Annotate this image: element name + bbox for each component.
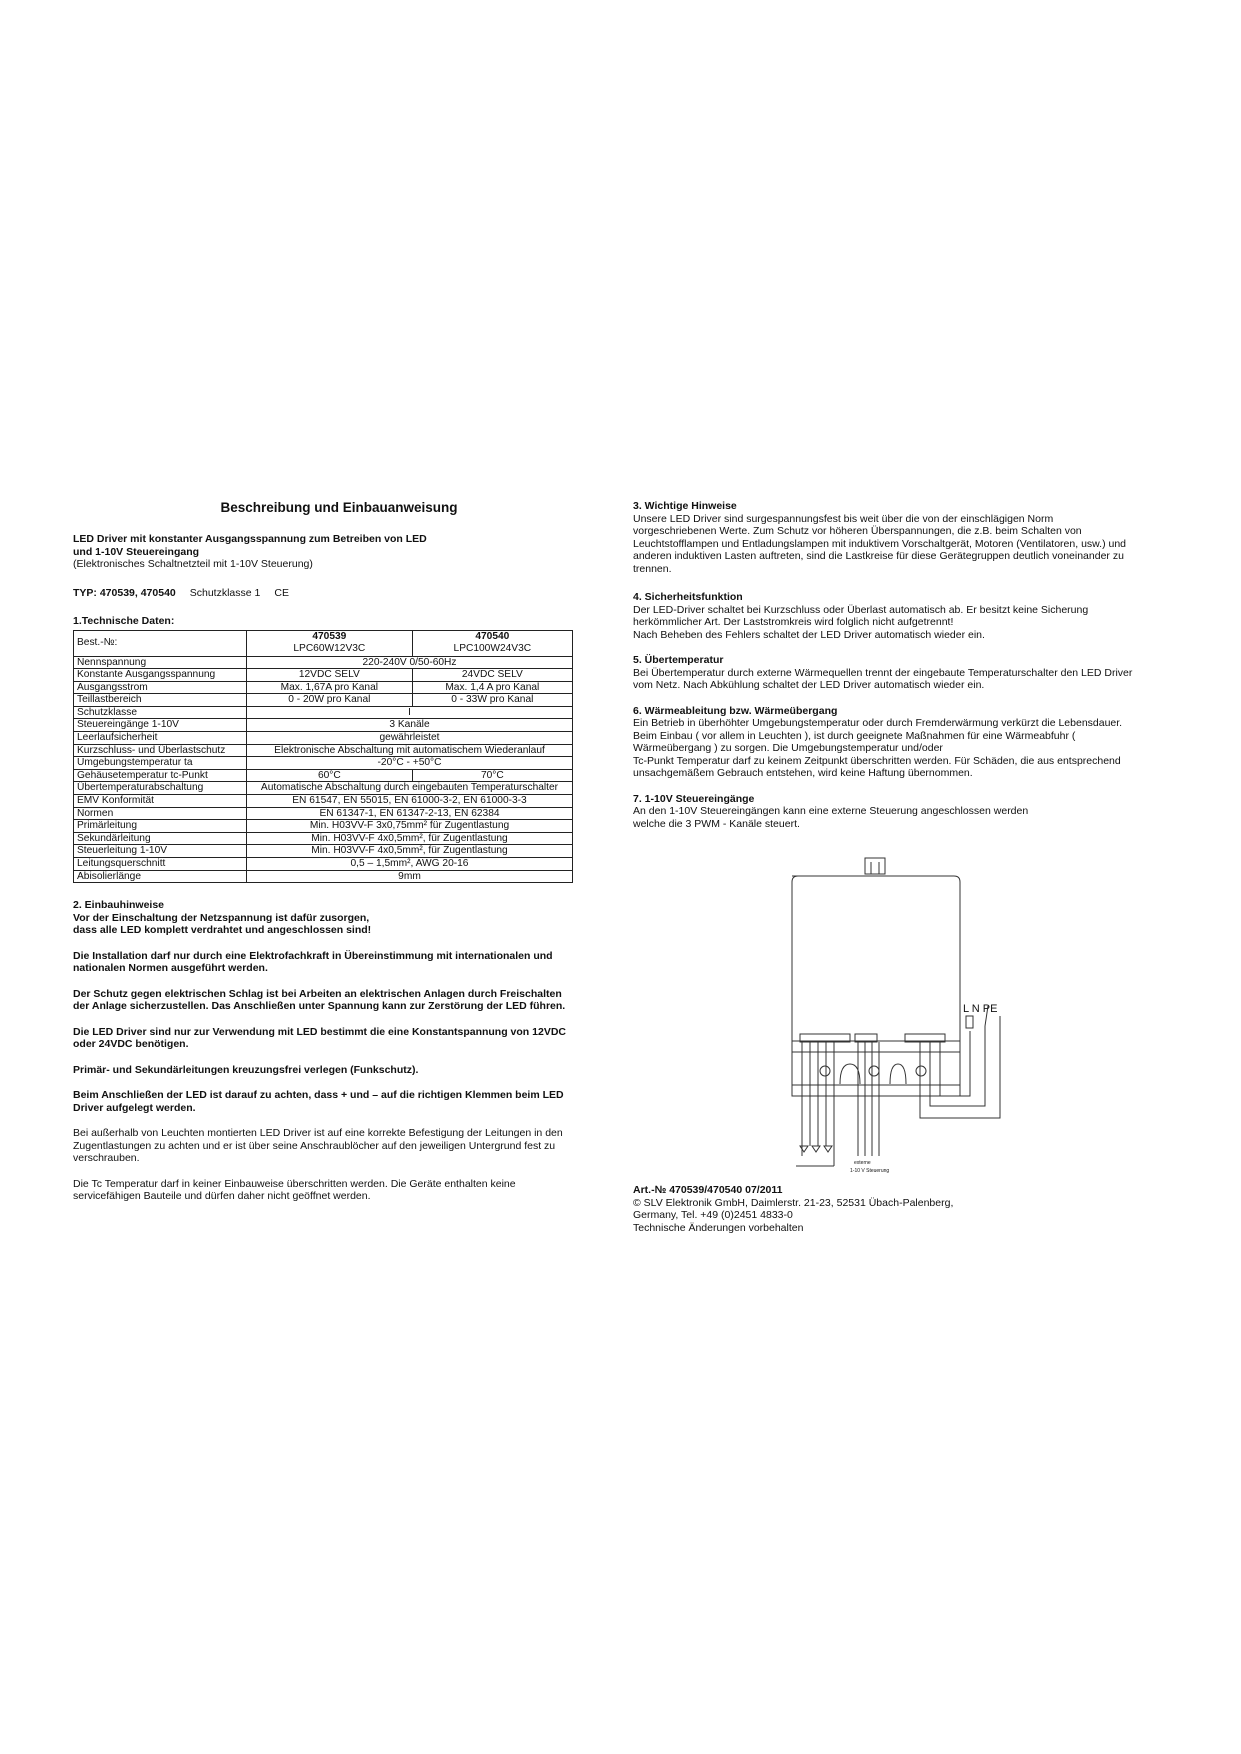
- row-value: Max. 1,4 A pro Kanal: [412, 681, 572, 694]
- row-value: I: [247, 706, 573, 719]
- type-numbers: TYP: 470539, 470540: [73, 586, 176, 599]
- einbau-text: Primär- und Sekundärleitungen kreuzungsfrei verlegen (Funkschutz).: [73, 1063, 419, 1076]
- einbau-text: Die LED Driver sind nur zur Verwendung mit LED bestimmt die eine Konstantspannung von 12VDC: [73, 1025, 566, 1038]
- col1-model: LPC60W12V3C: [293, 643, 366, 654]
- led-symbol: [824, 1146, 832, 1152]
- table-row: [74, 706, 573, 719]
- hinweise-text: trennen.: [633, 562, 672, 575]
- row-value: 3 Kanäle: [247, 719, 573, 732]
- row-label: Kurzschluss- und Überlastschutz: [74, 744, 247, 757]
- row-label: Sekundärleitung: [74, 832, 247, 845]
- intro-line: LED Driver mit konstanter Ausgangsspannung zum Betreiben von LED: [73, 533, 427, 545]
- row-value: 220-240V 0/50-60Hz: [247, 656, 573, 669]
- section-heading-sicherheit: 4. Sicherheitsfunktion: [633, 591, 743, 603]
- hinweise-text: vorgeschriebenen Werte. Zum Schutz vor höheren Überspannungen, die z.B. beim Schalten von: [633, 525, 1082, 537]
- copyright-line: Germany, Tel. +49 (0)2451 4833-0: [633, 1209, 793, 1221]
- row-value: 24VDC SELV: [412, 669, 572, 682]
- row-value: EN 61347-1, EN 61347-2-13, EN 62384: [247, 807, 573, 820]
- document-title: Beschreibung und Einbauanweisung: [220, 500, 458, 515]
- uebertemperatur-text: vom Netz. Nach Abkühlung schaltet der LED Driver automatisch wieder ein.: [633, 679, 985, 691]
- row-value: Automatische Abschaltung durch eingebauten Temperaturschalter: [247, 782, 573, 795]
- row-value: 12VDC SELV: [247, 669, 413, 682]
- table-row: [74, 845, 573, 858]
- table-row: [74, 769, 573, 782]
- section-heading-steuereingaenge: 7. 1-10V Steuereingänge: [633, 792, 755, 805]
- einbau-note: Zugentlastungen zu achten und er ist über seine Anschraublöcher auf den jeweiligen Untergrund fest zu: [73, 1139, 556, 1152]
- row-label: Teillastbereich: [74, 694, 247, 707]
- intro-line: und 1-10V Steuereingang: [73, 545, 200, 558]
- hinweise-text: Leuchtstofflampen und Entladungslampen mit induktivem Vorschaltgerät, Motoren (Ventilatoren, usw.) und: [633, 537, 1127, 550]
- row-label: Konstante Ausgangsspannung: [74, 669, 247, 682]
- mount-hole: [916, 1066, 926, 1076]
- table-head-col2: [412, 630, 572, 656]
- row-label: Übertemperaturabschaltung: [74, 782, 247, 795]
- copyright-line: Technische Änderungen vorbehalten: [633, 1221, 804, 1234]
- einbau-text: Die Installation darf nur durch eine Elektrofachkraft in Übereinstimmung mit internationalen und: [73, 949, 553, 962]
- section-heading-waerme: 6. Wärmeableitung bzw. Wärmeübergang: [633, 704, 838, 717]
- section-heading-hinweise: 3. Wichtige Hinweise: [633, 500, 737, 512]
- control-label: 1-10 V Steuerung: [850, 1168, 890, 1174]
- hinweise-text: anderen induktiven Lasten auftreten, sind die Lastkreise für diese Gerätegruppen deutlich voneinander zu: [633, 550, 1124, 562]
- row-value: Min. H03VV-F 4x0,5mm², für Zugentlastung: [247, 845, 573, 858]
- row-value: Min. H03VV-F 3x0,75mm² für Zugentlastung: [247, 820, 573, 833]
- einbau-text: oder 24VDC benötigen.: [73, 1038, 189, 1051]
- table-row: [74, 694, 573, 707]
- mains-label: L N PE: [963, 1003, 998, 1015]
- einbau-text: nationalen Normen ausgeführt werden.: [73, 962, 268, 975]
- row-label: Leerlaufsicherheit: [74, 732, 247, 745]
- table-row: [74, 820, 573, 833]
- row-label: Umgebungstemperatur ta: [74, 757, 247, 770]
- einbau-note: servicefähigen Bauteile und dürfen daher nicht geöffnet werden.: [73, 1190, 371, 1203]
- table-row: [74, 858, 573, 871]
- section-heading-uebertemperatur: 5. Übertemperatur: [633, 654, 724, 666]
- einbau-text: Der Schutz gegen elektrischen Schlag ist bei Arbeiten an elektrischen Anlagen durch Freischalten: [73, 987, 562, 1000]
- article-number: Art.-№ 470539/470540 07/2011: [633, 1184, 783, 1196]
- einbau-text: der Anlage sicherzustellen. Das Anschließen unter Spannung kann zur Zerstörung der LED führen.: [73, 1000, 566, 1013]
- intro-note: (Elektronisches Schaltnetzteil mit 1-10V Steuerung): [73, 558, 313, 570]
- row-value: Max. 1,67A pro Kanal: [247, 681, 413, 694]
- row-label: Steuereingänge 1-10V: [74, 719, 247, 732]
- table-row: [74, 795, 573, 808]
- ce-mark: CE: [274, 586, 289, 599]
- sicherheit-text: herkömmlicher Art. Der Laststromkreis wird folglich nicht aufgetrennt!: [633, 616, 954, 628]
- waerme-text: Wärmeübergang ) zu sorgen. Die Umgebungstemperatur und/oder: [633, 742, 943, 754]
- table-row: [74, 732, 573, 745]
- table-head-label: Best.-№:: [74, 630, 247, 656]
- einbau-text: Vor der Einschaltung der Netzspannung ist dafür zusorgen,: [73, 911, 370, 924]
- row-value: Min. H03VV-F 4x0,5mm², für Zugentlastung: [247, 832, 573, 845]
- led-symbol: [812, 1146, 820, 1152]
- imprint: [633, 1184, 1168, 1234]
- row-value: 9mm: [247, 870, 573, 883]
- section-heading-tech: 1.Technische Daten:: [73, 615, 175, 627]
- col1-number: 470539: [312, 631, 347, 643]
- uebertemperatur-text: Bei Übertemperatur durch externe Wärmequellen trennt der eingebaute Temperaturschalter den LED Driver: [633, 666, 1133, 679]
- hinweise-text: Unsere LED Driver sind surgespannungsfest bis weit über die von der einschlägigen Norm: [633, 512, 1054, 525]
- table-row: [74, 669, 573, 682]
- row-label: Steuerleitung 1-10V: [74, 845, 247, 858]
- copyright-line: © SLV Elektronik GmbH, Daimlerstr. 21-23, 52531 Übach-Palenberg,: [633, 1196, 954, 1209]
- wiring-diagram: [770, 856, 1026, 1182]
- row-label: Primärleitung: [74, 820, 247, 833]
- waerme-text: unsachgemäßem Gebrauch entstehen, wird keine Haftung übernommen.: [633, 767, 973, 779]
- col2-model: LPC100W24V3C: [453, 643, 532, 654]
- table-row: [74, 744, 573, 757]
- row-value: EN 61547, EN 55015, EN 61000-3-2, EN 61000-3-3: [247, 795, 573, 808]
- row-label: Gehäusetemperatur tc-Punkt: [74, 769, 247, 782]
- terminal-strip: [792, 1041, 960, 1085]
- row-label: Ausgangsstrom: [74, 681, 247, 694]
- control-label: externe: [854, 1160, 871, 1166]
- row-value: 0 - 33W pro Kanal: [412, 694, 572, 707]
- table-row: [74, 870, 573, 883]
- row-label: Normen: [74, 807, 247, 820]
- row-value: Elektronische Abschaltung mit automatischem Wiederanlauf: [247, 744, 573, 757]
- mount-hole: [820, 1066, 830, 1076]
- row-label: Leitungsquerschnitt: [74, 858, 247, 871]
- table-row: [74, 782, 573, 795]
- row-value: 0 - 20W pro Kanal: [247, 694, 413, 707]
- einbau-note: Die Tc Temperatur darf in keiner Einbauweise überschritten werden. Die Geräte enthalten keine: [73, 1177, 516, 1190]
- row-value: 0,5 – 1,5mm², AWG 20-16: [247, 858, 573, 871]
- driver-housing: [792, 876, 960, 1096]
- einbau-note: verschrauben.: [73, 1152, 140, 1165]
- mount-hole: [869, 1066, 879, 1076]
- tech-data-table: [73, 630, 573, 884]
- table-row: [74, 832, 573, 845]
- table-head-row: [74, 630, 573, 656]
- left-column: [73, 500, 605, 1203]
- col2-number: 470540: [475, 631, 510, 643]
- row-label: Schutzklasse: [74, 706, 247, 719]
- sicherheit-text: Der LED-Driver schaltet bei Kurzschluss oder Überlast automatisch ab. Er besitzt keine Sicherung: [633, 603, 1089, 616]
- table-row: [74, 719, 573, 732]
- waerme-text: Ein Betrieb in überhöhter Umgebungstemperatur oder durch Fremderwärmung verkürzt die Lebensdauer.: [633, 717, 1123, 729]
- waerme-text: Tc-Punkt Temperatur darf zu keinem Zeitpunkt überschritten werden. Für Schäden, die aus entsprechend: [633, 754, 1121, 767]
- row-label: EMV Konformität: [74, 795, 247, 808]
- section-heading-einbau: 2. Einbauhinweise: [73, 899, 165, 912]
- protection-class: Schutzklasse 1: [189, 586, 261, 599]
- sicherheit-text: Nach Beheben des Fehlers schaltet der LED Driver automatisch wieder ein.: [633, 628, 985, 641]
- table-row: [74, 757, 573, 770]
- row-value: 60°C: [247, 769, 413, 782]
- tech-data-body: [74, 656, 573, 883]
- table-row: [74, 681, 573, 694]
- table-row: [74, 807, 573, 820]
- einbau-text: Beim Anschließen der LED ist darauf zu achten, dass + und – auf die richtigen Klemmen beim LED: [73, 1089, 564, 1102]
- steuereingaenge-text: An den 1-10V Steuereingängen kann eine externe Steuerung angeschlossen werden: [633, 805, 1029, 817]
- row-label: Nennspannung: [74, 656, 247, 669]
- einbau-text: dass alle LED komplett verdrahtet und angeschlossen sind!: [73, 924, 372, 937]
- einbau-text: Driver aufgelegt werden.: [73, 1101, 196, 1114]
- row-value: -20°C - +50°C: [247, 757, 573, 770]
- row-label: Abisolierlänge: [74, 870, 247, 883]
- row-value: gewährleistet: [247, 732, 573, 745]
- right-column: [633, 500, 1168, 830]
- waerme-text: Beim Einbau ( vor allem in Leuchten ), ist durch geeignete Maßnahmen für eine Wärmeabfuhr (: [633, 729, 1076, 742]
- table-row: [74, 656, 573, 669]
- top-connector: [865, 858, 885, 874]
- steuereingaenge-text: welche die 3 PWM - Kanäle steuert.: [633, 817, 800, 830]
- row-value: 70°C: [412, 769, 572, 782]
- led-symbol: [800, 1146, 808, 1152]
- type-line: [73, 587, 605, 600]
- einbau-note: Bei außerhalb von Leuchten montierten LED Driver ist auf eine korrekte Befestigung der Leitungen in den: [73, 1127, 563, 1140]
- table-head-col1: [247, 630, 413, 656]
